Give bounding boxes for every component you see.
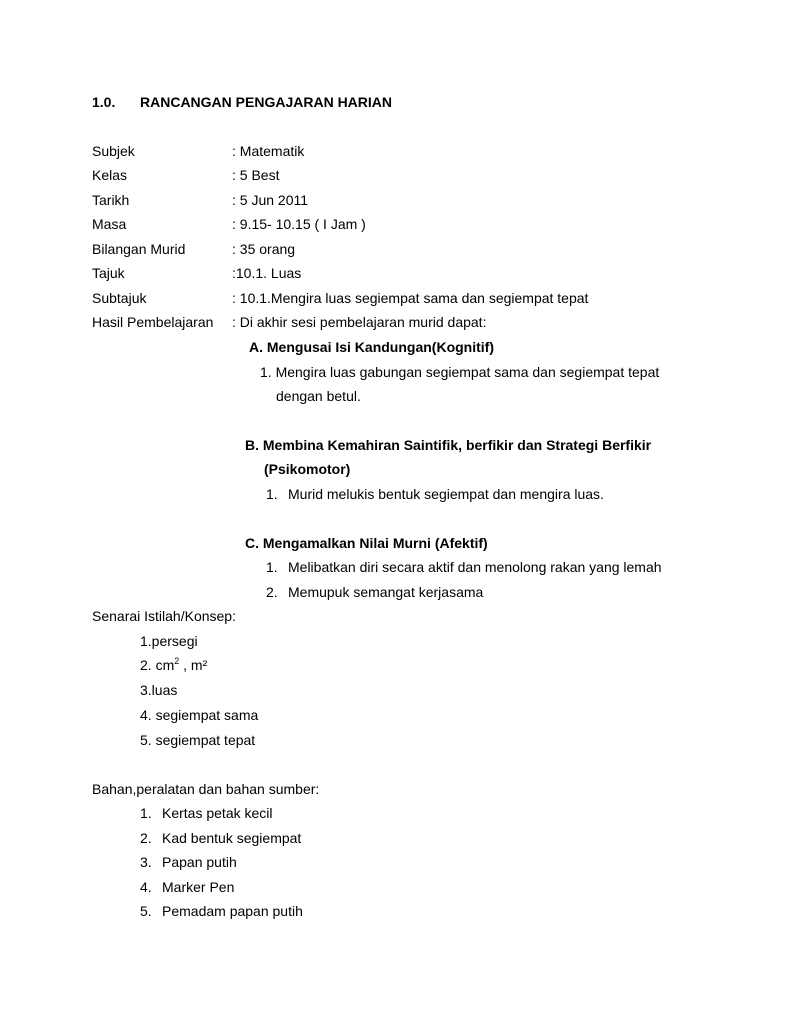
- objective-b-item-1-num: 1.: [266, 486, 278, 502]
- term-item-5: 5. segiempat tepat: [140, 732, 256, 748]
- term-item-2: [140, 658, 207, 672]
- info-value-hasil-pembelajaran: : Di akhir sesi pembelajaran murid dapat:: [232, 314, 487, 330]
- term-item-4: 4. segiempat sama: [140, 707, 259, 723]
- material-item-4-text: Marker Pen: [162, 879, 235, 895]
- objective-c-item-2-num: 2.: [266, 584, 278, 600]
- info-label-bilangan-murid: Bilangan Murid: [92, 241, 186, 257]
- material-item-5-text: Pemadam papan putih: [162, 903, 303, 919]
- info-value-tajuk: :10.1. Luas: [232, 265, 302, 281]
- info-value-masa: : 9.15- 10.15 ( I Jam ): [232, 216, 366, 232]
- objective-a-title: A. Mengusai Isi Kandungan(Kognitif): [249, 339, 494, 355]
- term-item-2-prefix: 2. cm: [140, 657, 175, 673]
- objective-b-item-1-text: Murid melukis bentuk segiempat dan mengira luas.: [288, 486, 604, 502]
- info-value-subtajuk: : 10.1.Mengira luas segiempat sama dan segiempat tepat: [232, 290, 589, 306]
- terms-title: Senarai Istilah/Konsep:: [92, 608, 236, 624]
- objective-b-title: B. Membina Kemahiran Saintifik, berfikir dan Strategi Berfikir: [245, 437, 652, 453]
- term-item-3: 3.luas: [140, 682, 178, 698]
- heading-title: RANCANGAN PENGAJARAN HARIAN: [140, 94, 393, 110]
- info-value-tarikh: : 5 Jun 2011: [232, 192, 309, 208]
- info-label-subtajuk: Subtajuk: [92, 290, 147, 306]
- materials-title: Bahan,peralatan dan bahan sumber:: [92, 781, 320, 797]
- material-item-3-num: 3.: [140, 854, 152, 870]
- material-item-5-num: 5.: [140, 903, 152, 919]
- objective-a-item-1: 1. Mengira luas gabungan segiempat sama dan segiempat tepat: [260, 364, 660, 380]
- info-label-tajuk: Tajuk: [92, 265, 125, 281]
- term-item-2-suffix: , m²: [179, 657, 208, 673]
- info-label-tarikh: Tarikh: [92, 192, 130, 208]
- objective-c-title: C. Mengamalkan Nilai Murni (Afektif): [245, 535, 488, 551]
- term-item-1: 1.persegi: [140, 633, 198, 649]
- term-item-2-superscript: 2: [174, 656, 180, 666]
- material-item-2-text: Kad bentuk segiempat: [162, 830, 302, 846]
- info-label-kelas: Kelas: [92, 167, 128, 183]
- material-item-1-num: 1.: [140, 805, 152, 821]
- info-value-bilangan-murid: : 35 orang: [232, 241, 296, 257]
- info-value-kelas: : 5 Best: [232, 167, 280, 183]
- info-label-subjek: Subjek: [92, 143, 135, 159]
- objective-c-item-2-text: Memupuk semangat kerjasama: [288, 584, 484, 600]
- material-item-1-text: Kertas petak kecil: [162, 805, 273, 821]
- info-value-subjek: : Matematik: [232, 143, 305, 159]
- material-item-4-num: 4.: [140, 879, 152, 895]
- info-label-hasil-pembelajaran: Hasil Pembelajaran: [92, 314, 214, 330]
- objective-b-title-cont: (Psikomotor): [264, 461, 351, 477]
- material-item-2-num: 2.: [140, 830, 152, 846]
- info-label-masa: Masa: [92, 216, 127, 232]
- material-item-3-text: Papan putih: [162, 854, 237, 870]
- heading-number: 1.0.: [92, 94, 116, 110]
- objective-a-item-1-cont: dengan betul.: [276, 388, 361, 404]
- objective-c-item-1-num: 1.: [266, 559, 278, 575]
- objective-c-item-1-text: Melibatkan diri secara aktif dan menolong rakan yang lemah: [288, 559, 662, 575]
